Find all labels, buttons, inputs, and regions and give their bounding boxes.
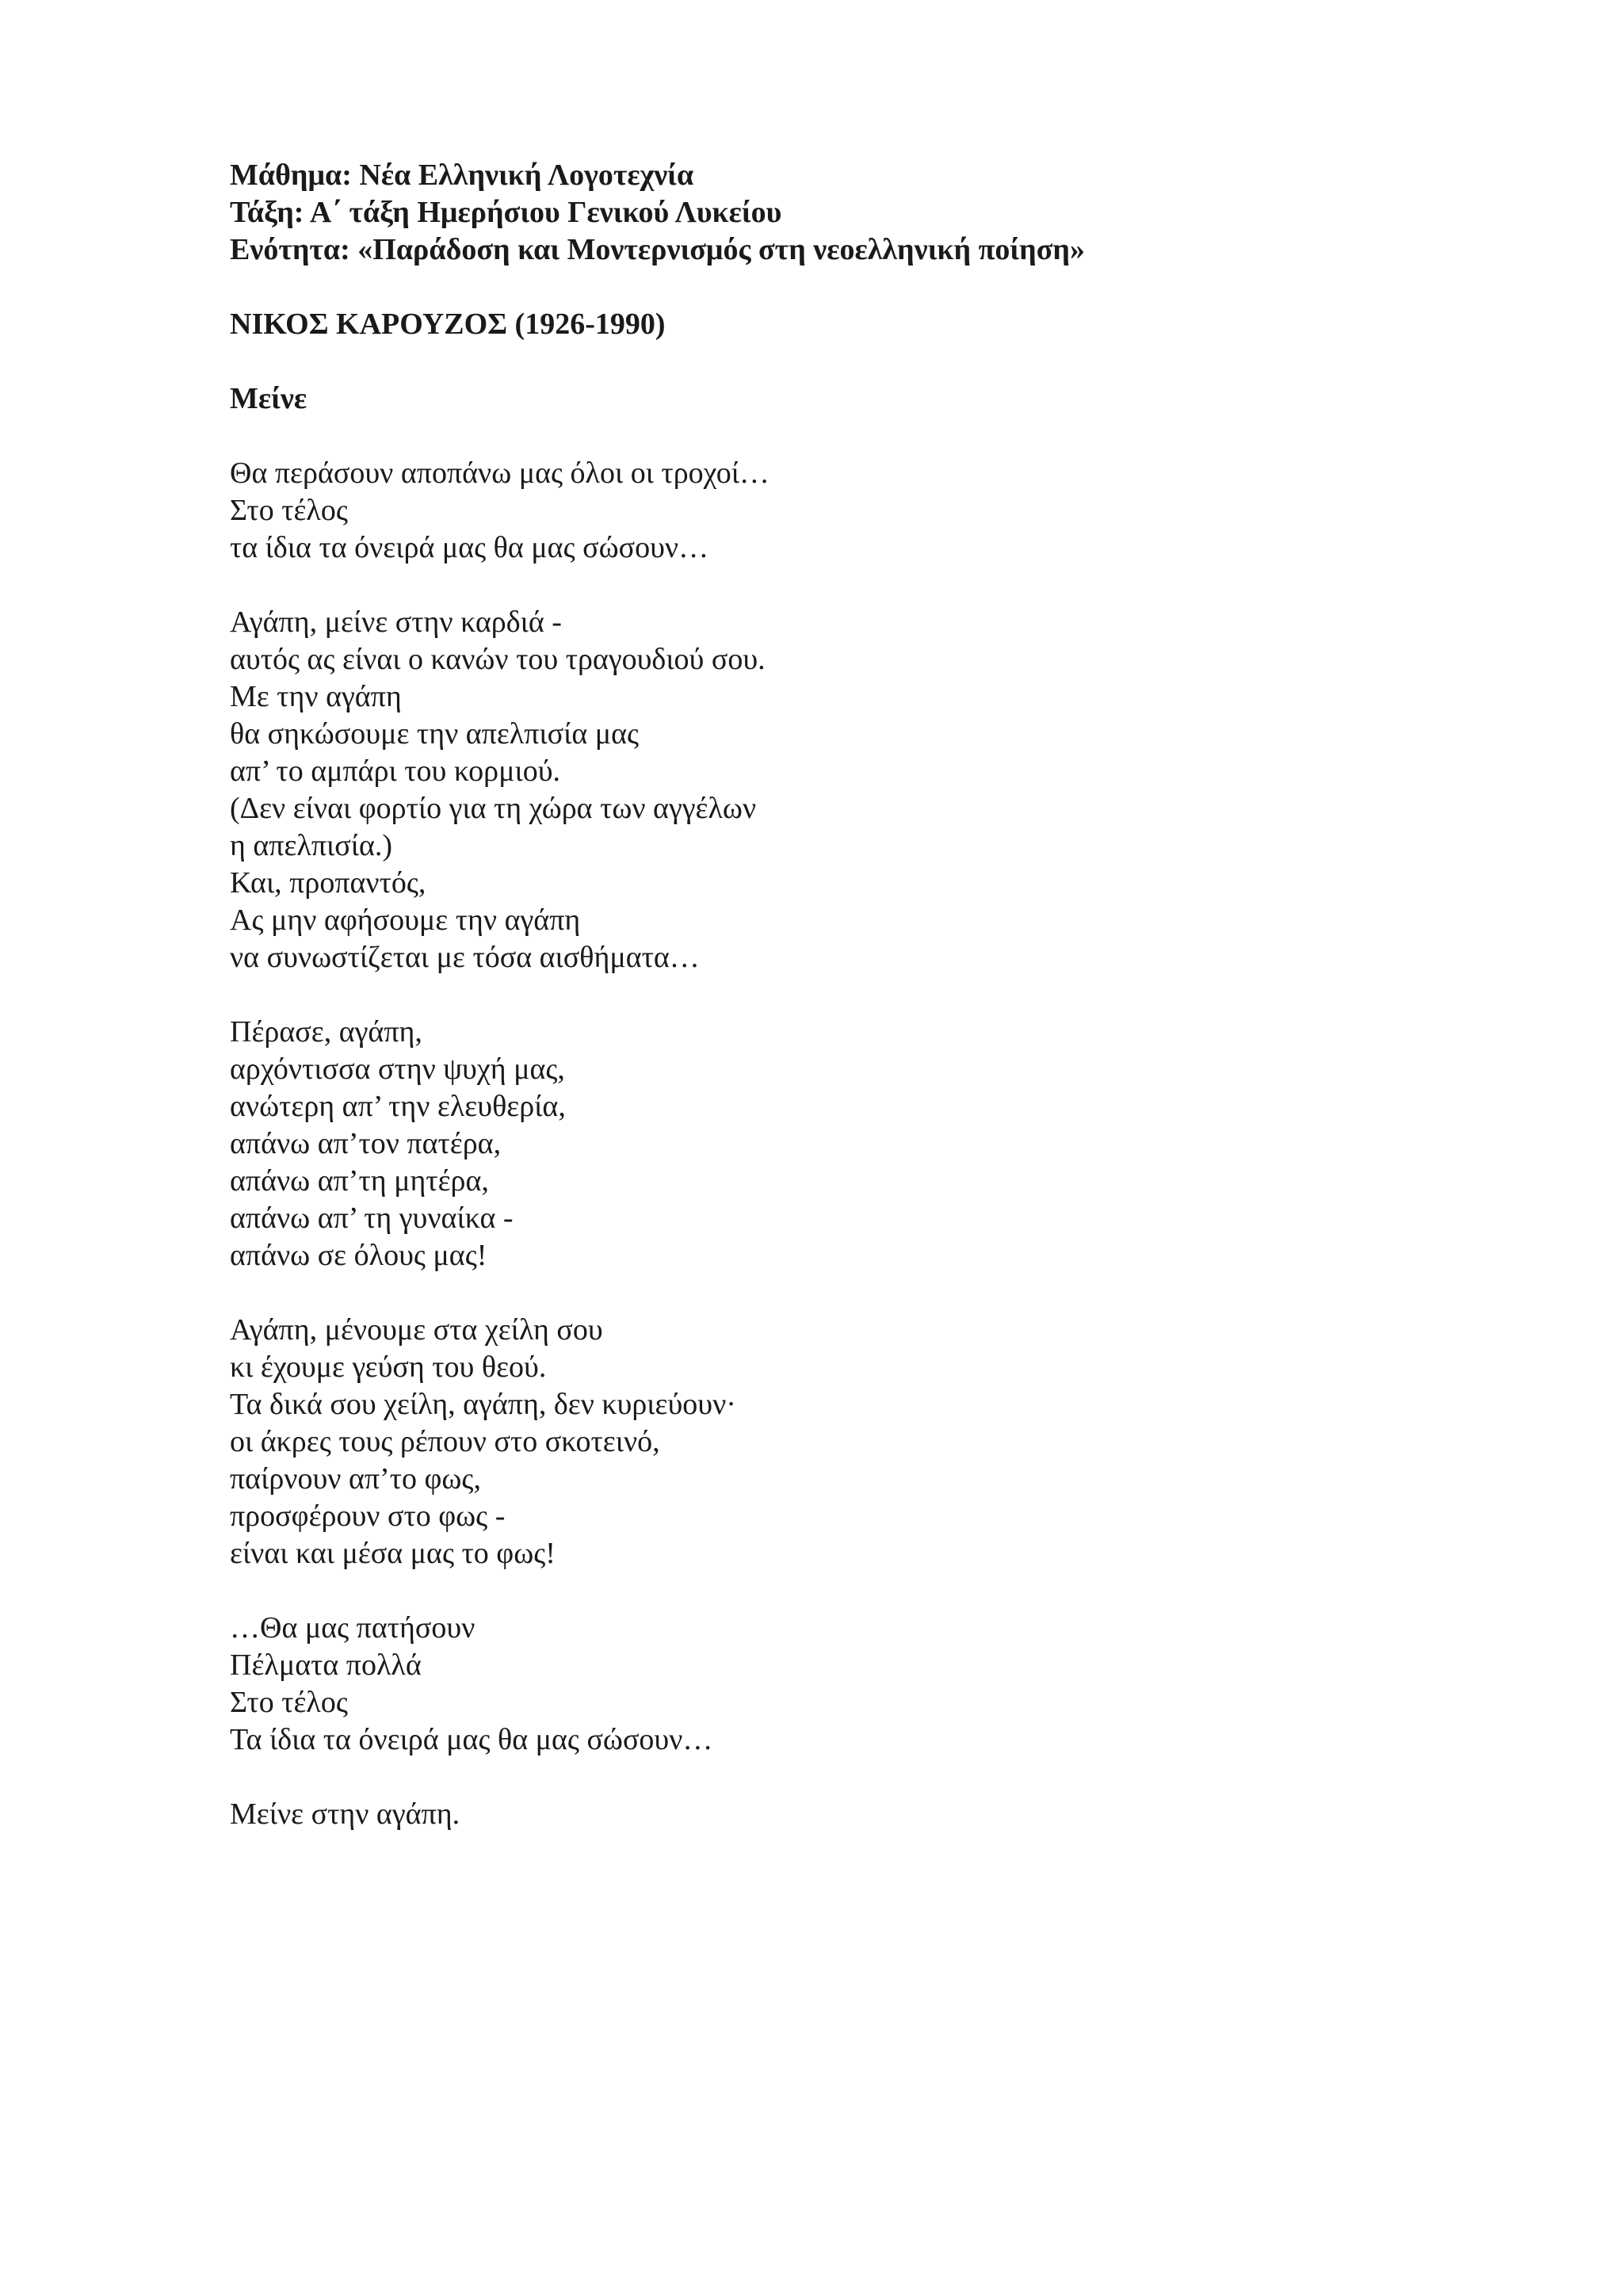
poem-line: τα ίδια τα όνειρά μας θα μας σώσουν… xyxy=(230,531,709,564)
poem-line: οι άκρες τους ρέπουν στο σκοτεινό, xyxy=(230,1425,660,1458)
document-content xyxy=(230,157,1466,1870)
poem-line: Θα περάσουν αποπάνω μας όλοι οι τροχοί… xyxy=(230,457,769,490)
poem-line: (Δεν είναι φορτίο για τη χώρα των αγγέλων xyxy=(230,792,757,825)
course-line: Μάθημα: Νέα Ελληνική Λογοτεχνία xyxy=(230,159,694,192)
poem-line: Τα δικά σου χείλη, αγάπη, δεν κυριεύουν· xyxy=(230,1388,736,1421)
poem-line: απ’ το αμπάρι του κορμιού. xyxy=(230,755,561,788)
stanza xyxy=(230,455,1466,567)
poem-line: Και, προπαντός, xyxy=(230,866,426,900)
poem-title: Μείνε xyxy=(230,382,307,415)
poem-line: η απελπισία.) xyxy=(230,829,393,862)
class-line: Τάξη: Α΄ τάξη Ημερήσιου Γενικού Λυκείου xyxy=(230,196,782,229)
poem-line: Πέλματα πολλά xyxy=(230,1648,422,1682)
poem-line: απάνω σε όλους μας! xyxy=(230,1239,487,1272)
poem-line: Με την αγάπη xyxy=(230,680,402,713)
author-heading: ΝΙΚΟΣ ΚΑΡΟΥΖΟΣ (1926-1990) xyxy=(230,308,666,341)
poem-line: ανώτερη απ’ την ελευθερία, xyxy=(230,1090,566,1123)
poem-line: προσφέρουν στο φως - xyxy=(230,1499,506,1533)
poem-line: θα σηκώσουμε την απελπισία μας xyxy=(230,717,640,751)
poem-line: κι έχουμε γεύση του θεού. xyxy=(230,1350,547,1384)
stanza xyxy=(230,1796,1466,1833)
poem-line: αρχόντισσα στην ψυχή μας, xyxy=(230,1052,565,1086)
stanza xyxy=(230,1610,1466,1759)
stanza xyxy=(230,1312,1466,1572)
poem-line: αυτός ας είναι ο κανών του τραγουδιού σου. xyxy=(230,643,766,676)
poem-line: απάνω απ’τον πατέρα, xyxy=(230,1127,502,1160)
poem-line: παίρνουν απ’το φως, xyxy=(230,1462,481,1496)
poem-line: …Θα μας πατήσουν xyxy=(230,1611,475,1645)
stanza xyxy=(230,1014,1466,1274)
poem-line: Αγάπη, μένουμε στα χείλη σου xyxy=(230,1313,603,1347)
poem-line: Ας μην αφήσουμε την αγάπη xyxy=(230,904,581,937)
poem-line: απάνω απ’ τη γυναίκα - xyxy=(230,1201,514,1235)
stanza xyxy=(230,604,1466,976)
poem-line: Στο τέλος xyxy=(230,1686,348,1719)
poem-body xyxy=(230,455,1466,1833)
poem-line: απάνω απ’τη μητέρα, xyxy=(230,1164,489,1198)
unit-line: Ενότητα: «Παράδοση και Μοντερνισμός στη νεοελληνική ποίηση» xyxy=(230,233,1085,266)
poem-line: Τα ίδια τα όνειρά μας θα μας σώσουν… xyxy=(230,1723,713,1756)
poem-line: Αγάπη, μείνε στην καρδιά - xyxy=(230,606,562,639)
poem-line: να συνωστίζεται με τόσα αισθήματα… xyxy=(230,941,700,974)
poem-line: είναι και μέσα μας το φως! xyxy=(230,1537,556,1570)
poem-line: Στο τέλος xyxy=(230,494,348,527)
poem-line: Μείνε στην αγάπη. xyxy=(230,1797,460,1831)
poem-line: Πέρασε, αγάπη, xyxy=(230,1015,422,1049)
